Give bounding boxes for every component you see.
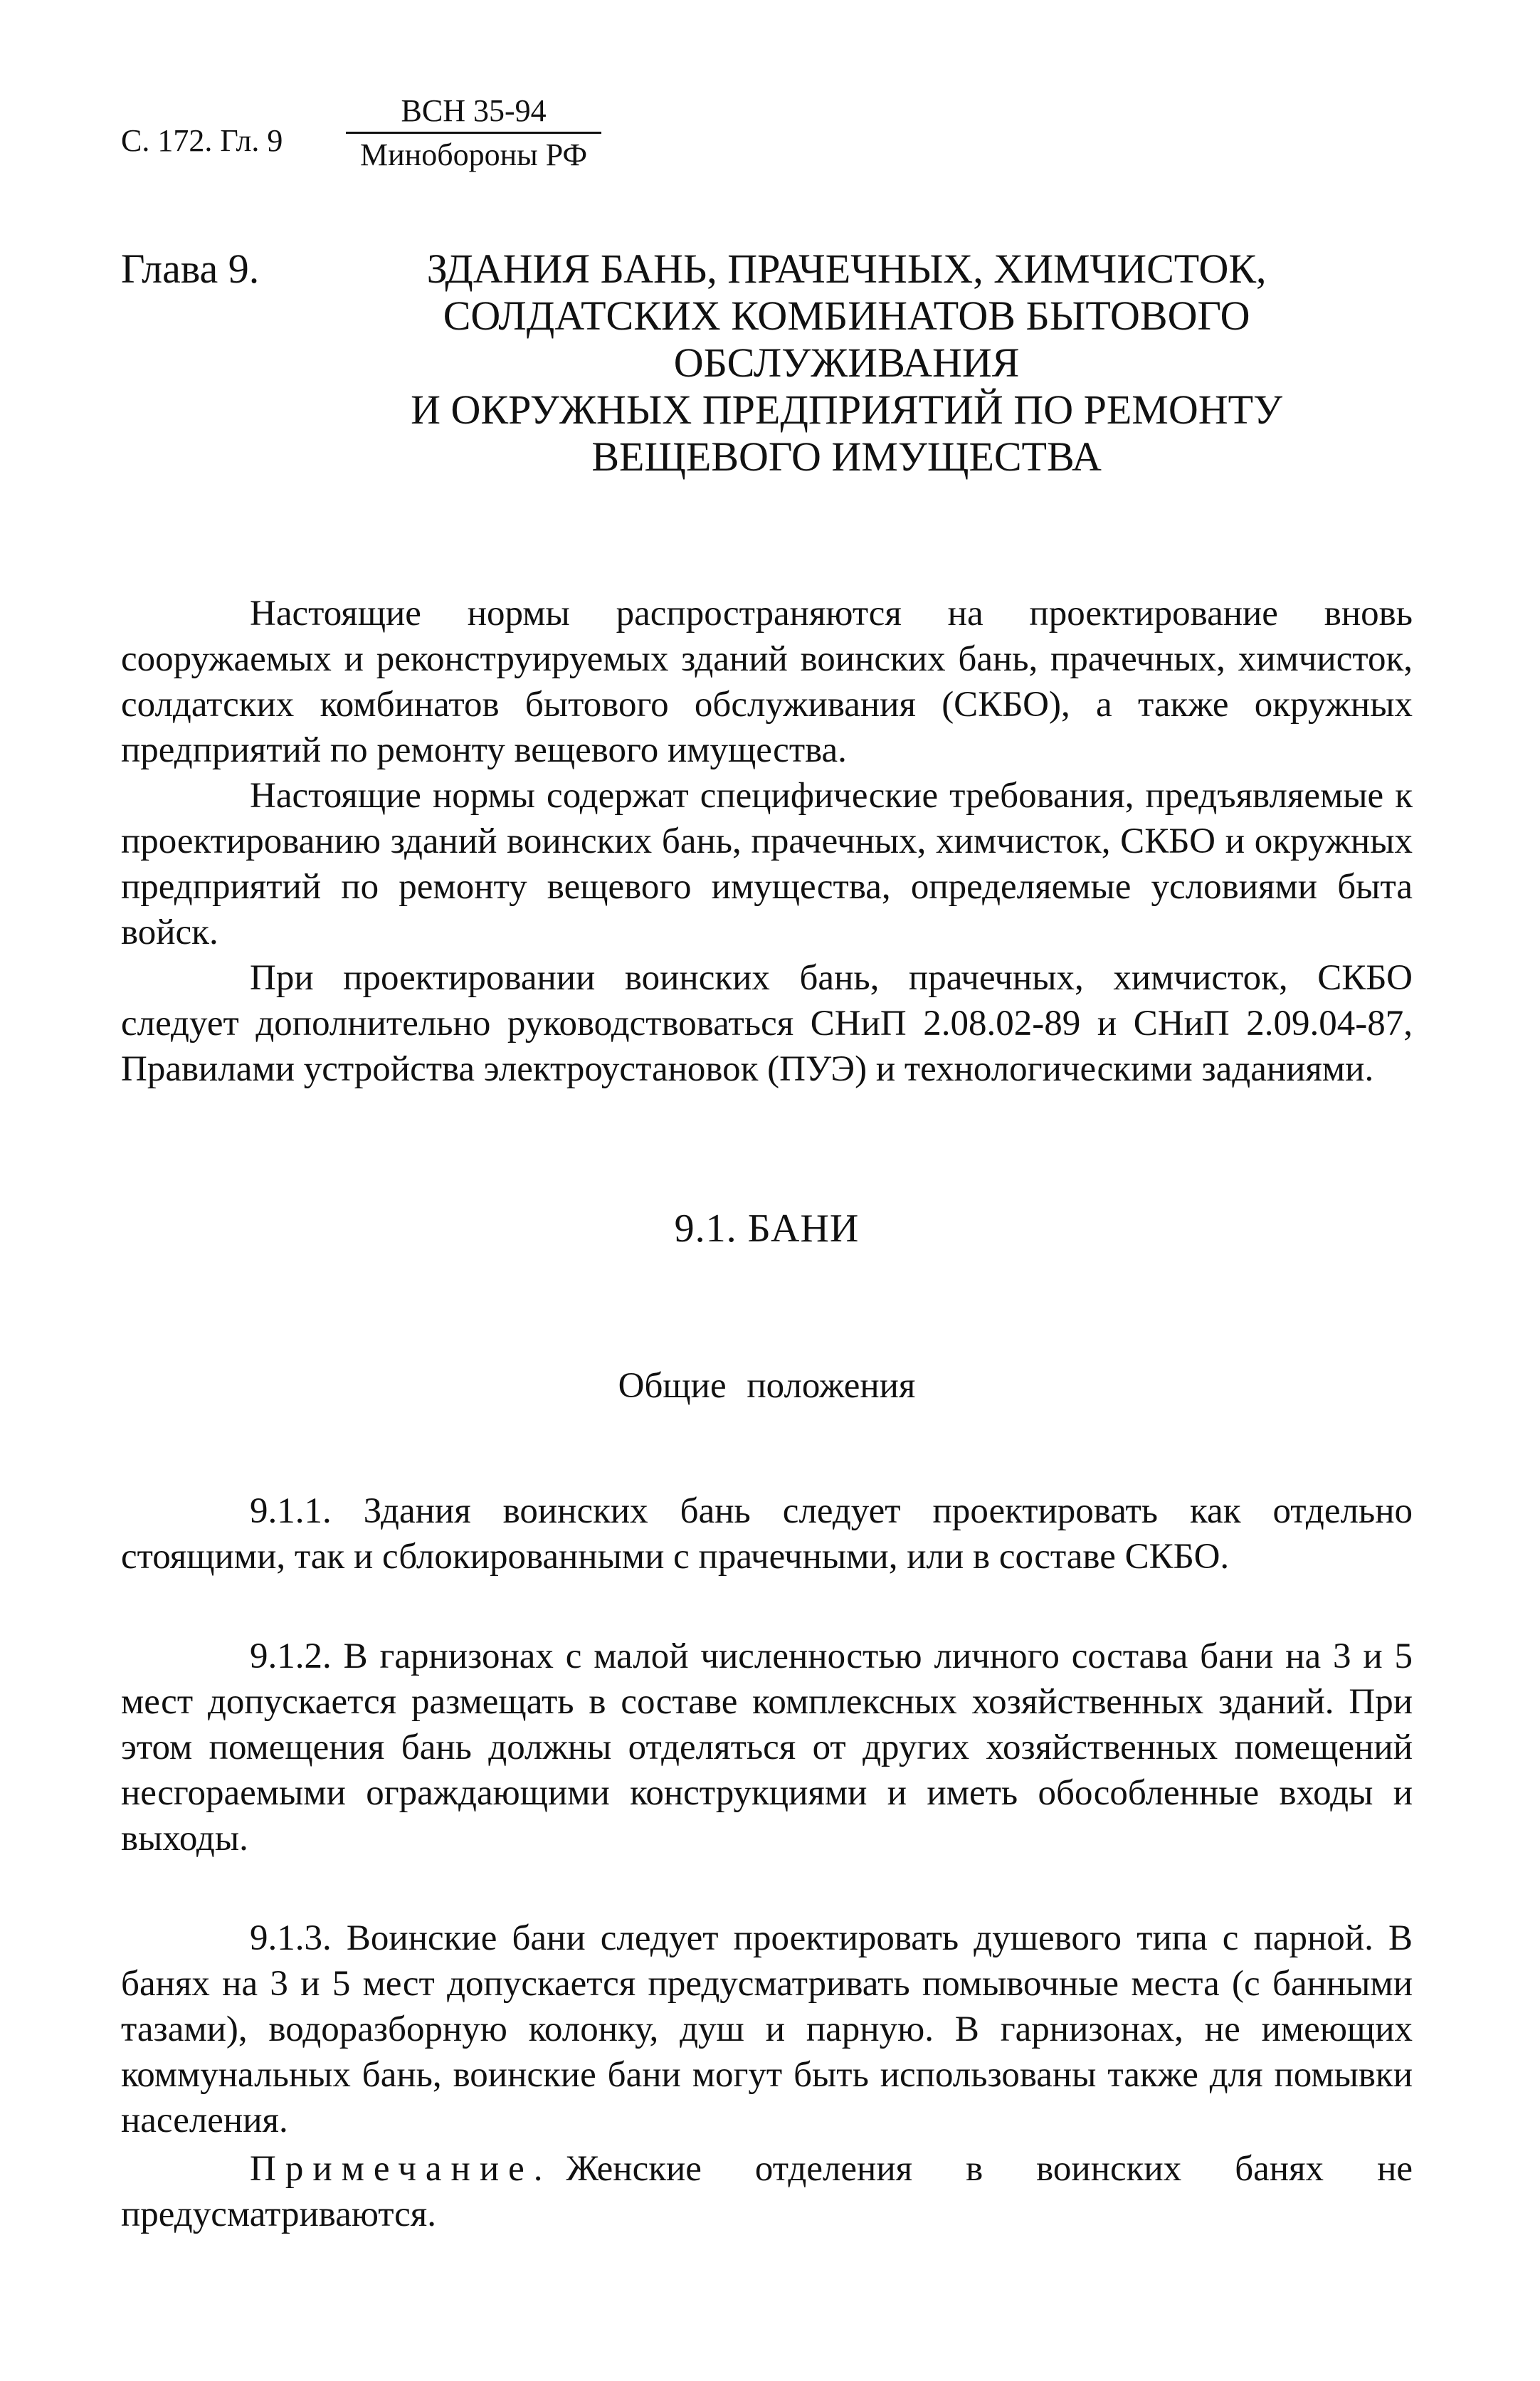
section-title: 9.1. БАНИ (674, 1207, 860, 1251)
subsection-title: Общие положения (618, 1366, 916, 1406)
document-code: ВСН 35-94 (346, 93, 601, 134)
note-paragraph (121, 2146, 1413, 2237)
intro-paragraph: Настоящие нормы содержат специфические требования, предъявляемые к проектированию зданий воинских бань, прачечных, химчисток, СКБО и окружных предприятий по ремонту вещевого имущества, определяемые условиями быта войск. (121, 776, 1413, 952)
intro-paragraph: Настоящие нормы распространяются на проектирование вновь сооружаемых и реконструируемых зданий воинских бань, прачечных, химчисток, солдатских комбинатов бытового обслуживания (СКБО), а также окружных предприятий по ремонту вещевого имущества. (121, 594, 1413, 770)
clause-paragraph: 9.1.1. Здания воинских бань следует проектировать как отдельно стоящими, так и сблокированными с прачечными, или в составе СКБО. (121, 1491, 1413, 1577)
clause-paragraph: 9.1.3. Воинские бани следует проектировать душевого типа с парной. В банях на 3 и 5 мест допускается предусматривать помывочные места (с банными тазами), водоразборную колонку, душ и парную. В гарнизонах, не имеющих коммунальных бань, воинские бани могут быть использованы также для помывки населения. (121, 1918, 1413, 2140)
note-label: Примечание. (250, 2149, 552, 2189)
introduction (121, 591, 1413, 1092)
document-page (121, 93, 1413, 2237)
document-organization: Минобороны РФ (360, 137, 588, 172)
clauses (121, 1488, 1413, 2237)
chapter-heading (121, 246, 1413, 480)
page-reference: С. 172. Гл. 9 (121, 123, 283, 158)
chapter-title: ЗДАНИЯ БАНЬ, ПРАЧЕЧНЫХ, ХИМЧИСТОК, СОЛДАТСКИХ КОМБИНАТОВ БЫТОВОГО ОБСЛУЖИВАНИЯ И ОКРУЖНЫХ ПРЕДПРИЯТИЙ ПО РЕМОНТУ ВЕЩЕВОГО ИМУЩЕСТВА (411, 246, 1283, 480)
note-text: Женские отделения в воинских банях не предусматриваются. (121, 2149, 1413, 2234)
chapter-label: Глава 9. (121, 246, 260, 292)
running-header (121, 93, 1413, 185)
intro-paragraph: При проектировании воинских бань, прачечных, химчисток, СКБО следует дополнительно руководствоваться СНиП 2.08.02-89 и СНиП 2.09.04-87, Правилами устройства электроустановок (ПУЭ) и технологическими заданиями. (121, 958, 1413, 1089)
document-code-fraction (346, 93, 601, 173)
clause-paragraph: 9.1.2. В гарнизонах с малой численностью личного состава бани на 3 и 5 мест допускается размещать в составе комплексных хозяйственных зданий. При этом помещения бань должны отделяться от других хозяйственных помещений несгораемыми ограждающими конструкциями и иметь обособленные входы и выходы. (121, 1636, 1413, 1859)
